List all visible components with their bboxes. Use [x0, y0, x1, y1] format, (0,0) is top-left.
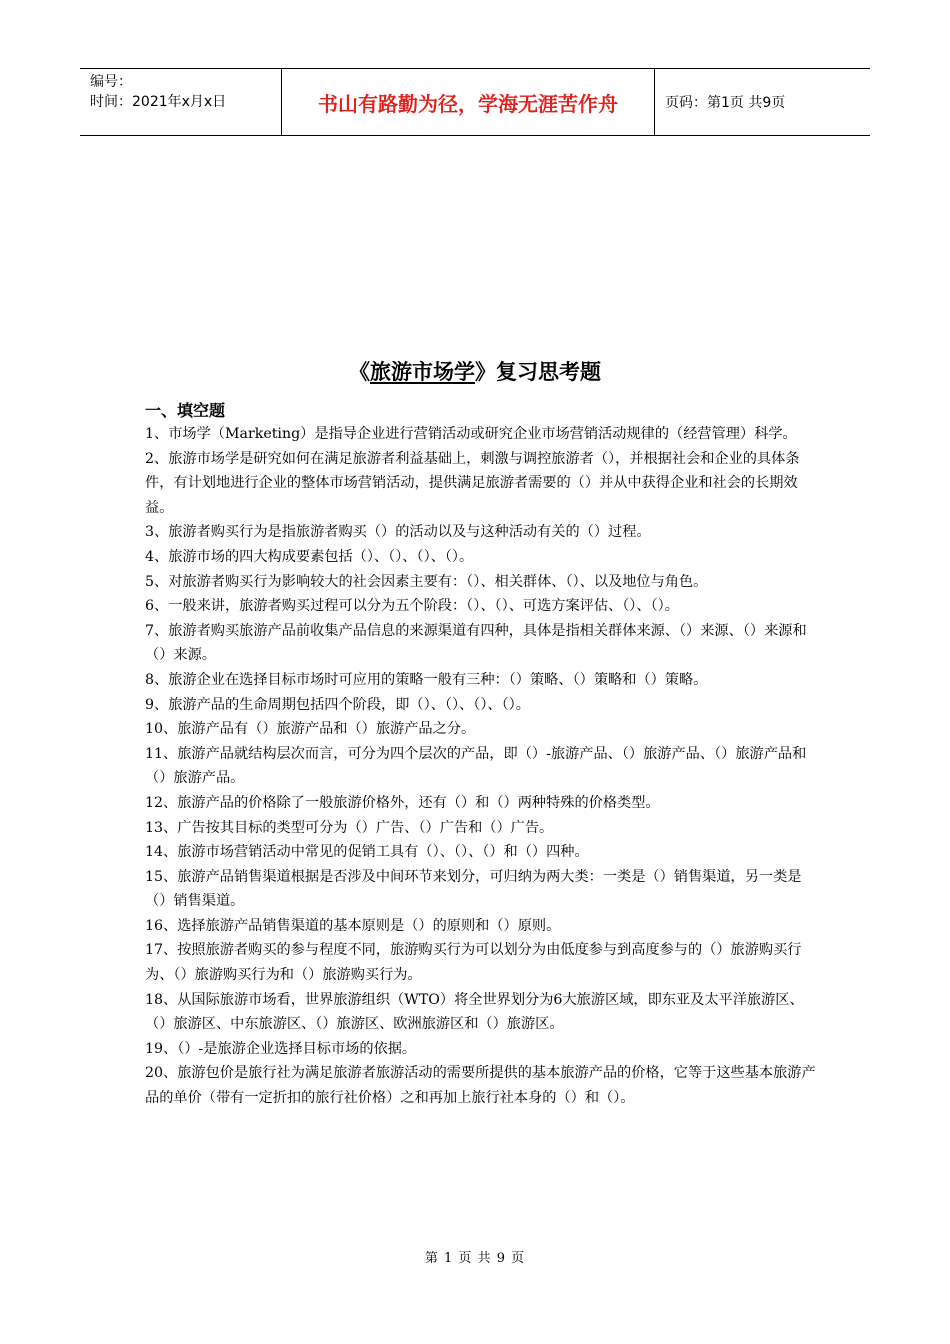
time-label: 时间：2021年x月x日 [90, 94, 227, 110]
question-item: 17、按照旅游者购买的参与程度不同，旅游购买行为可以划分为由低度参与到高度参与的（）旅游购买行为、（）旅游购买行为和（）旅游购买行为。 [145, 942, 802, 984]
question-item: 7、旅游者购买旅游产品前收集产品信息的来源渠道有四种，具体是指相关群体来源、（）来源、（）来源和（）来源。 [145, 622, 807, 664]
question-item: 14、旅游市场营销活动中常见的促销工具有（）、（）、（）和（）四种。 [145, 844, 589, 861]
question-item: 6、一般来讲，旅游者购买过程可以分为五个阶段：（）、（）、可选方案评估、（）、（）。 [145, 598, 679, 615]
question-item: 11、旅游产品就结构层次而言，可分为四个层次的产品，即（）-旅游产品、（）旅游产品、（）旅游产品和（）旅游产品。 [145, 745, 807, 787]
section-heading: 一、填空题 [145, 401, 226, 420]
title-prefix: 《 [349, 359, 370, 384]
header-meta [80, 69, 282, 135]
question-item: 3、旅游者购买行为是指旅游者购买（）的活动以及与这种活动有关的（）过程。 [145, 524, 651, 541]
question-list [145, 422, 817, 1111]
question-item: 13、广告按其目标的类型可分为（）广告、（）广告和（）广告。 [145, 819, 554, 836]
title-suffix: 》复习思考题 [475, 359, 601, 384]
question-item: 19、（）-是旅游企业选择目标市场的依据。 [145, 1040, 417, 1057]
number-label: 编号： [90, 74, 132, 90]
question-item: 18、从国际旅游市场看，世界旅游组织（WTO）将全世界划分为6大旅游区域，即东亚及太平洋旅游区、（）旅游区、中东旅游区、（）旅游区、欧洲旅游区和（）旅游区。 [145, 991, 804, 1033]
document-title [0, 356, 950, 386]
question-item: 9、旅游产品的生命周期包括四个阶段，即（）、（）、（）、（）。 [145, 696, 530, 713]
question-item: 10、旅游产品有（）旅游产品和（）旅游产品之分。 [145, 721, 476, 738]
title-main: 旅游市场学 [370, 359, 475, 384]
question-item: 20、旅游包价是旅行社为满足旅游者旅游活动的需要所提供的基本旅游产品的价格，它等于这些基本旅游产品的单价（带有一定折扣的旅行社价格）之和再加上旅行社本身的（）和（）。 [145, 1065, 816, 1107]
question-item: 1、市场学（Marketing）是指导企业进行营销活动或研究企业市场营销活动规律的（经营管理）科学。 [145, 426, 797, 442]
header-page-info: 页码：第1页 共9页 [665, 95, 786, 111]
page-footer: 第 1 页 共 9 页 [424, 1251, 526, 1266]
question-item: 16、选择旅游产品销售渠道的基本原则是（）的原则和（）原则。 [145, 917, 561, 934]
question-item: 15、旅游产品销售渠道根据是否涉及中间环节来划分，可归纳为两大类：一类是（）销售渠道，另一类是（）销售渠道。 [145, 868, 802, 910]
question-item: 8、旅游企业在选择目标市场时可应用的策略一般有三种：（）策略、（）策略和（）策略。 [145, 671, 708, 688]
question-item: 4、旅游市场的四大构成要素包括（）、（）、（）、（）。 [145, 548, 474, 565]
question-item: 5、对旅游者购买行为影响较大的社会因素主要有：（）、相关群体、（）、以及地位与角色。 [145, 573, 708, 590]
question-item: 12、旅游产品的价格除了一般旅游价格外，还有（）和（）两种特殊的价格类型。 [145, 794, 660, 811]
question-item: 2、旅游市场学是研究如何在满足旅游者利益基础上，刺激与调控旅游者（），并根据社会和企业的具体条件，有计划地进行企业的整体市场营销活动，提供满足旅游者需要的（）并从中获得企业和社会的长期效益。 [145, 450, 800, 516]
page-header [80, 68, 870, 136]
header-motto: 书山有路勤为径，学海无涯苦作舟 [282, 69, 655, 135]
